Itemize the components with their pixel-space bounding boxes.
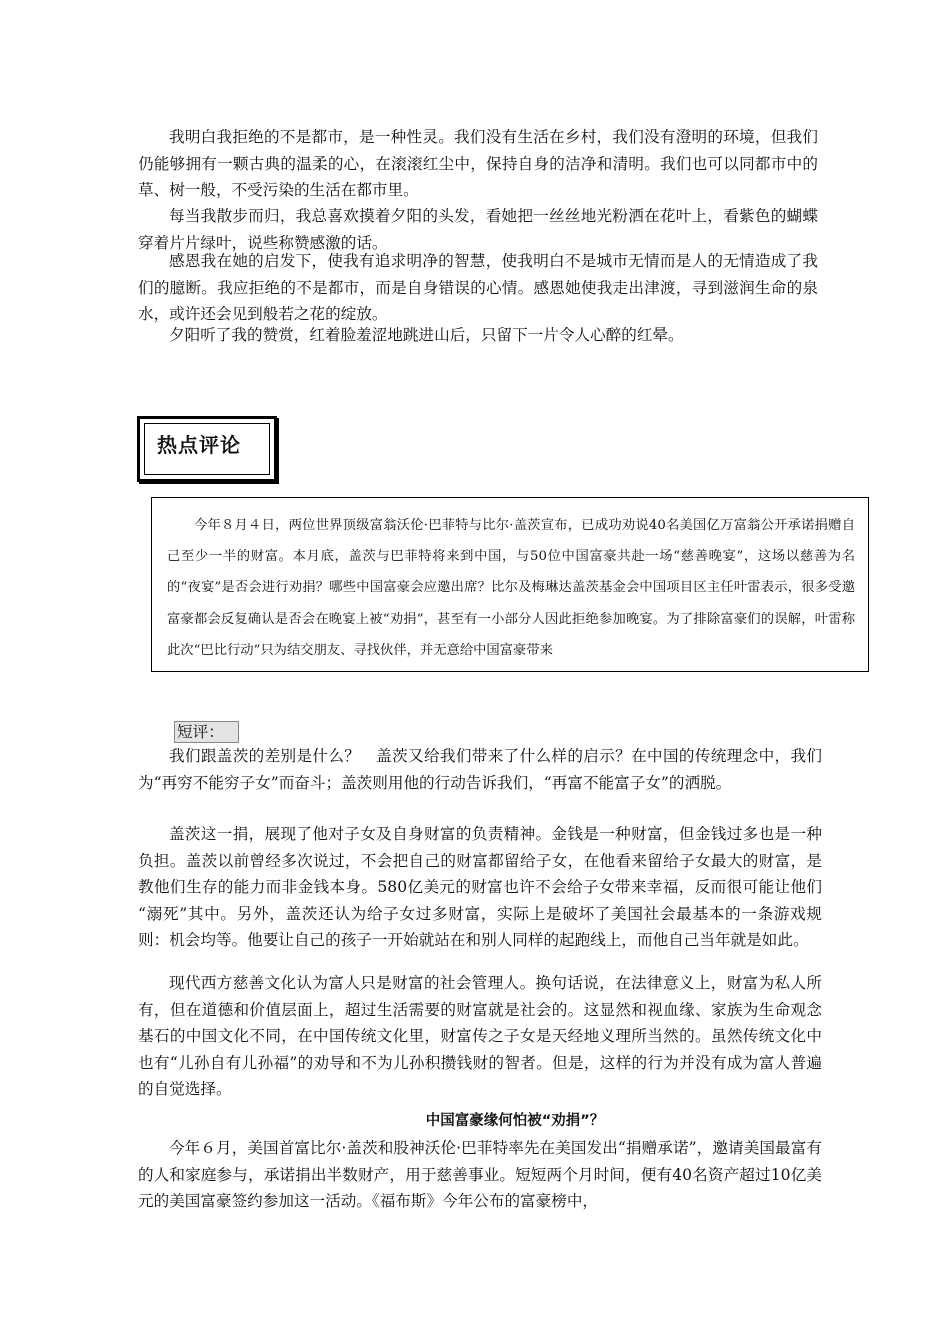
hot-comment-heading-box: [137, 416, 277, 482]
review-paragraph-3: 现代西方慈善文化认为富人只是财富的社会管理人。换句话说，在法律意义上，财富为私人所有，但在道德和价值层面上，超过生活需要的财富就是社会的。这显然和视血缘、家族为生命观念基石的中国文化不同，在中国传统文化里，财富传之子女是天经地义理所当然的。虽然传统文化中也有“儿孙自有儿孙福”的劝导和不为儿孙积攒钱财的智者。但是，这样的行为并没有成为富人普遍的自觉选择。: [138, 974, 822, 1098]
intro-paragraph-3: 感恩我在她的启发下，使我有追求明净的智慧，使我明白不是城市无情而是人的无情造成了我们的臆断。我应拒绝的不是都市，而是自身错误的心情。感恩她使我走出津渡，寻到滋润生命的泉水，或许还会见到般若之花的绽放。: [138, 252, 818, 323]
news-excerpt-box: [151, 497, 869, 672]
intro-paragraph-2: 每当我散步而归，我总喜欢摸着夕阳的头发，看她把一丝丝地光粉洒在花叶上，看紫色的蝴蝶穿着片片绿叶，说些称赞感激的话。: [138, 207, 818, 252]
review-paragraph-2: 盖茨这一捐，展现了他对子女及自身财富的负责精神。金钱是一种财富，但金钱过多也是一种负担。盖茨以前曾经多次说过，不会把自己的财富都留给子女，在他看来留给子女最大的财富，是教他们生存的能力而非金钱本身。580亿美元的财富也许不会给子女带来幸福，反而很可能让他们 “溺死”其中。另外，盖茨还认为给子女过多财富，实际上是破坏了美国社会最基本的一条游戏规则：机会均等。他要让自己的孩子一开始就站在和别人同样的起跑线上，而他自己当年就是如此。: [138, 825, 822, 949]
news-excerpt-text: 今年８月４日，两位世界顶级富翁沃伦·巴菲特与比尔·盖茨宣布，已成功劝说40名美国亿万富翁公开承诺捐赠自己至少一半的财富。本月底，盖茨与巴菲特将来到中国，与50位中国富豪共赴一场“慈善晚宴”，这场以慈善为名的“夜宴”是否会进行劝捐？哪些中国富豪会应邀出席？比尔及梅琳达盖茨基金会中国项目区主任叶雷表示，很多受邀富豪都会反复确认是否会在晚宴上被“劝捐”，甚至有一小部分人因此拒绝参加晚宴。为了排除富豪们的误解，叶雷称此次“巴比行动”只为结交朋友、寻找伙伴，并无意给中国富豪带来: [167, 518, 855, 658]
article-title: 中国富豪缘何怕被“劝捐”？: [425, 1113, 605, 1129]
intro-paragraph-4: 夕阳听了我的赞赏，红着脸羞涩地跳进山后，只留下一片令人心醉的红晕。: [169, 326, 684, 344]
intro-paragraph-1: 我明白我拒绝的不是都市，是一种性灵。我们没有生活在乡村，我们没有澄明的环境，但我们仍能够拥有一颗古典的温柔的心，在滚滚红尘中，保持自身的洁净和清明。我们也可以同都市中的草、树一般，不受污染的生活在都市里。: [138, 128, 818, 199]
hot-comment-title: 热点评论: [157, 433, 241, 457]
article-paragraph-1: 今年６月，美国首富比尔·盖茨和股神沃伦·巴菲特率先在美国发出“捐赠承诺”，邀请美国最富有的人和家庭参与，承诺捐出半数财产，用于慈善事业。短短两个月时间，便有40名资产超过10亿美元的美国富豪签约参加这一活动。《福布斯》今年公布的富豪榜中，: [138, 1139, 822, 1210]
short-review-label: 短评：: [174, 721, 239, 743]
review-paragraph-1: 我们跟盖茨的差别是什么？ 盖茨又给我们带来了什么样的启示？在中国的传统理念中，我们为“再穷不能穷子女”而奋斗；盖茨则用他的行动告诉我们，“再富不能富子女”的洒脱。: [138, 747, 822, 792]
